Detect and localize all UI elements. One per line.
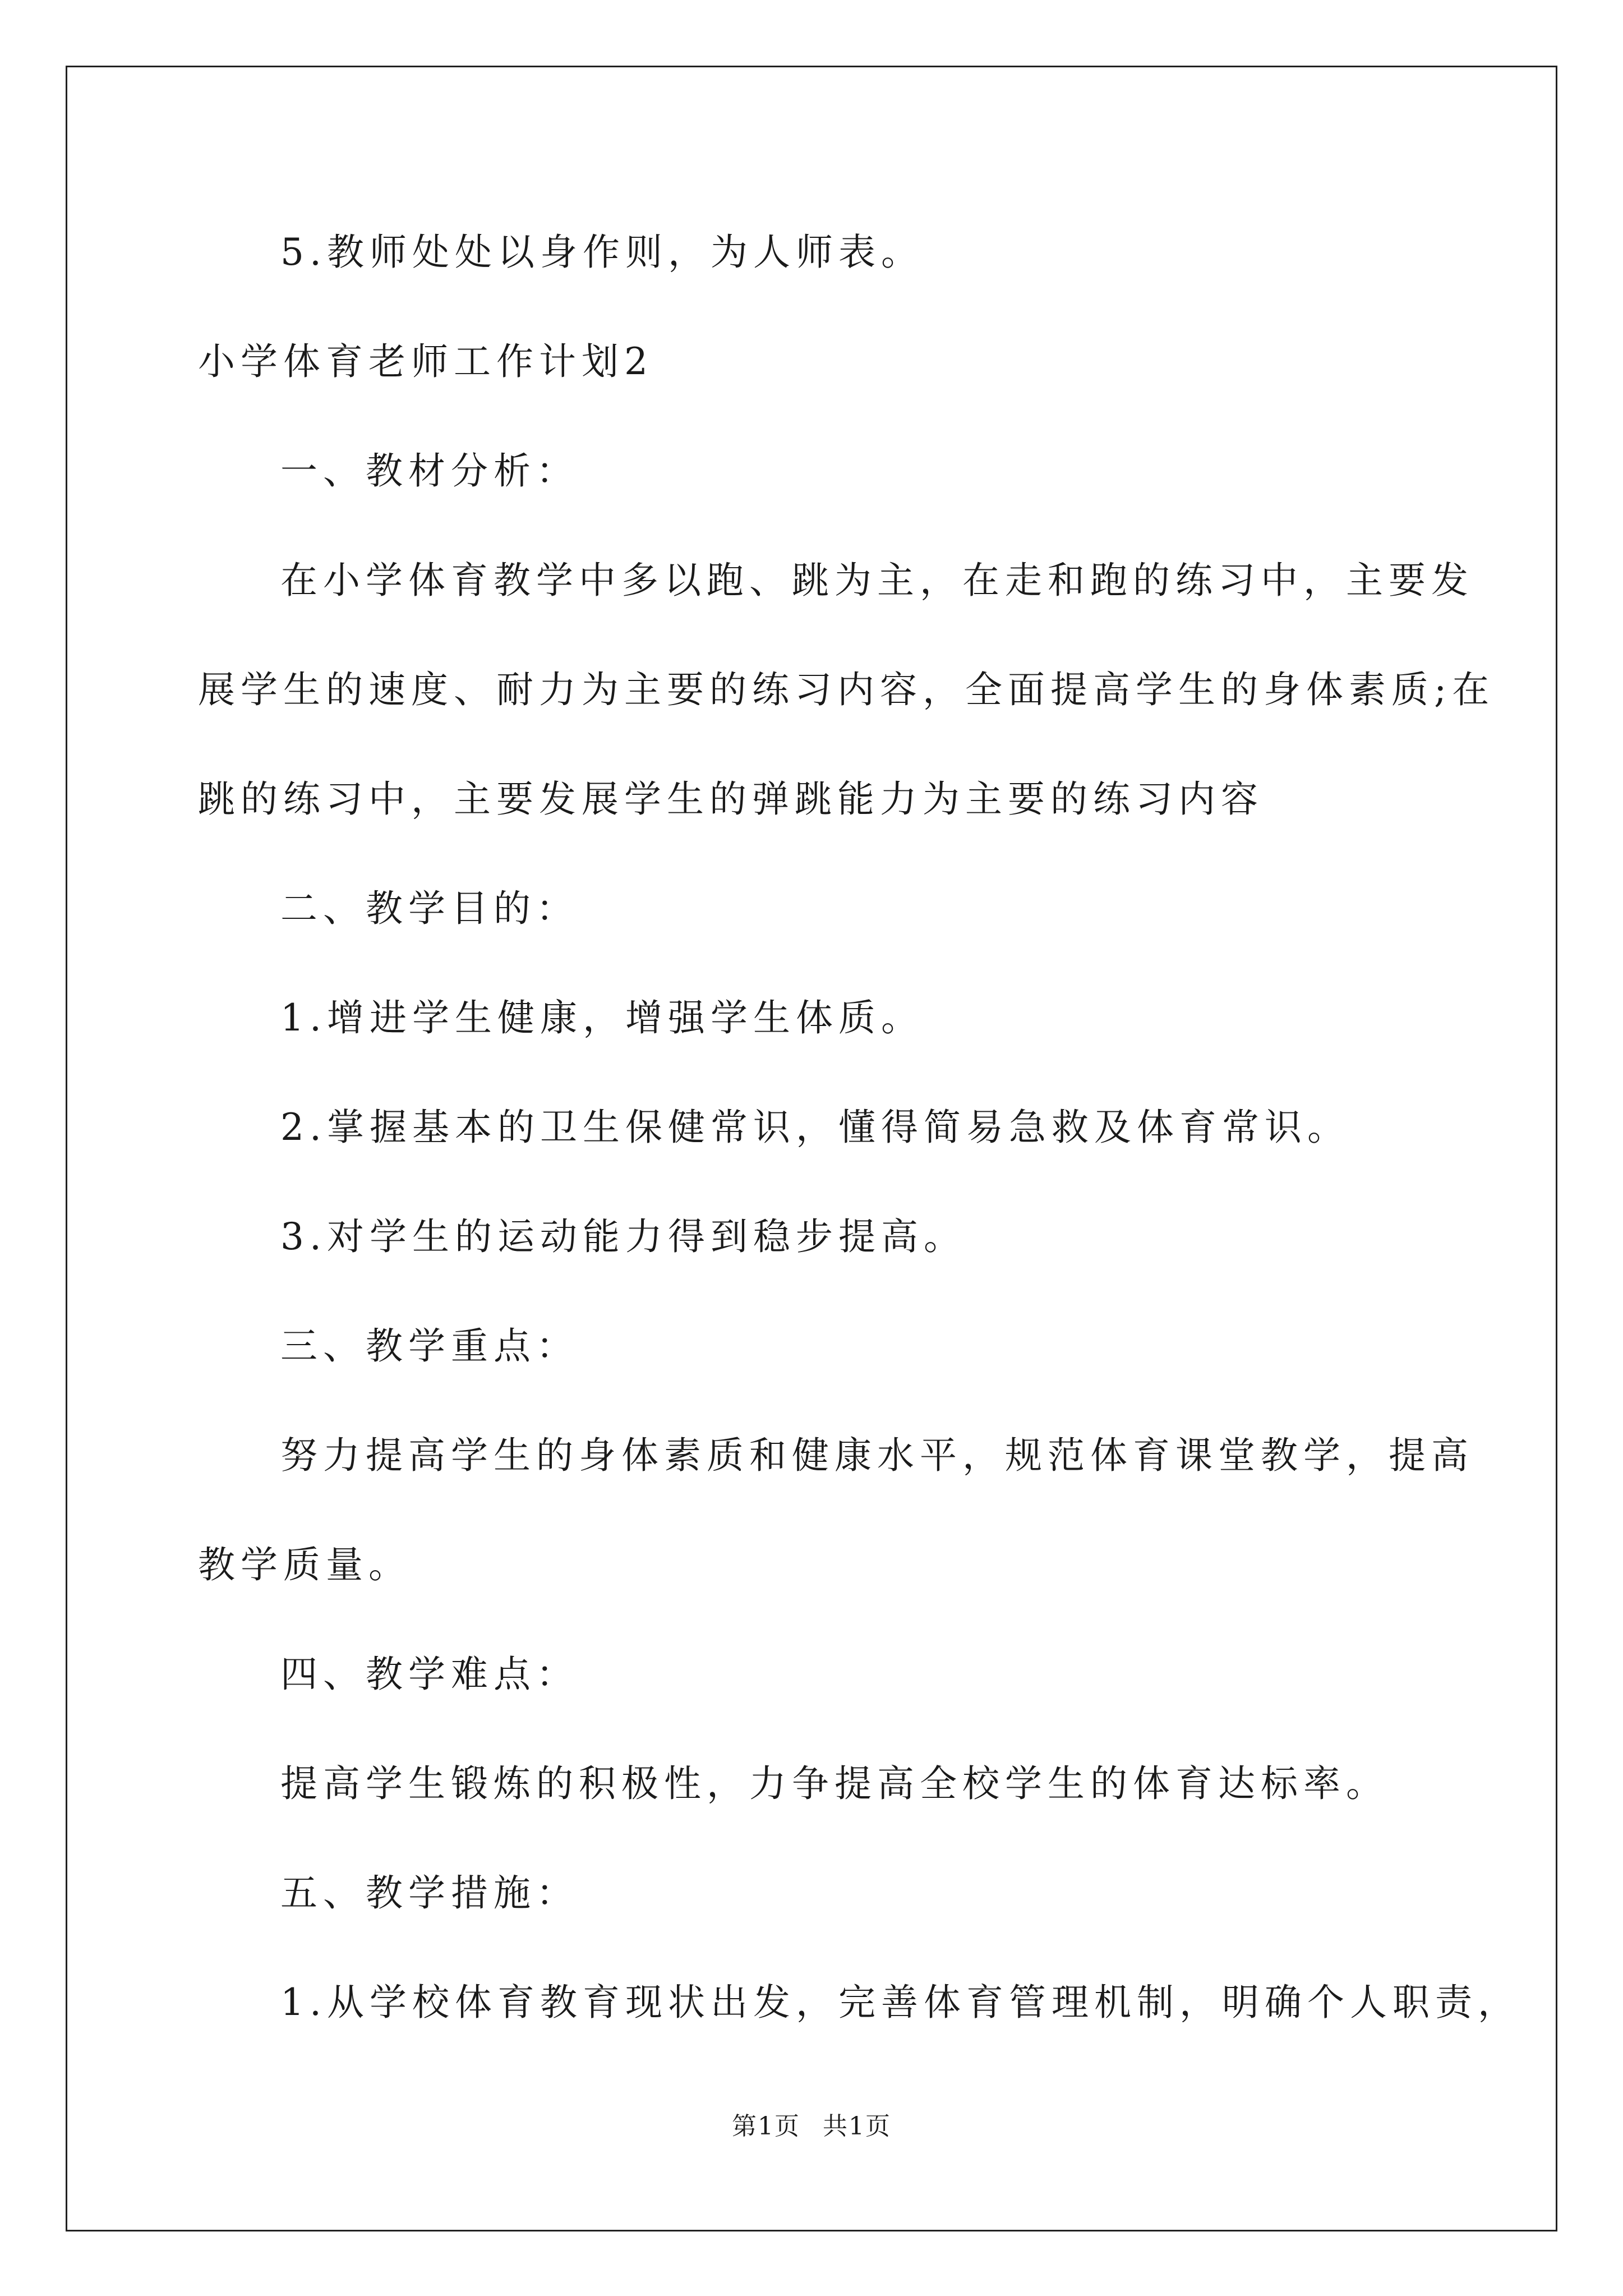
section-title: 小学体育老师工作计划2 bbox=[198, 340, 653, 383]
heading-teaching-difficulty: 四、教学难点： bbox=[280, 1653, 579, 1696]
heading-textbook-analysis: 一、教材分析： bbox=[280, 449, 579, 493]
page-number: 第1页 bbox=[732, 2112, 800, 2141]
paragraph-line: 在小学体育教学中多以跑、跳为主，在走和跑的练习中，主要发 bbox=[280, 559, 1474, 602]
list-item: 3.对学生的运动能力得到稳步提高。 bbox=[280, 1215, 966, 1258]
heading-teaching-focus: 三、教学重点： bbox=[280, 1324, 579, 1368]
list-item: 1.增进学生健康，增强学生体质。 bbox=[280, 996, 924, 1039]
paragraph-line: 展学生的速度、耐力为主要的练习内容，全面提高学生的身体素质;在 bbox=[198, 668, 1495, 711]
paragraph-line: 教学质量。 bbox=[198, 1543, 411, 1586]
page-total: 共1页 bbox=[823, 2112, 891, 2141]
list-item: 2.掌握基本的卫生保健常识，懂得简易急救及体育常识。 bbox=[280, 1106, 1350, 1149]
paragraph-line: 跳的练习中，主要发展学生的弹跳能力为主要的练习内容 bbox=[198, 777, 1264, 821]
item-5-text: 5.教师处处以身作则，为人师表。 bbox=[280, 231, 924, 274]
paragraph-line: 提高学生锻炼的积极性，力争提高全校学生的体育达标率。 bbox=[280, 1762, 1389, 1805]
list-item: 1.从学校体育教育现状出发，完善体育管理机制，明确个人职责， bbox=[280, 1981, 1520, 2024]
heading-teaching-measures: 五、教学措施： bbox=[280, 1871, 579, 1915]
page-footer bbox=[0, 2113, 1623, 2141]
heading-teaching-goals: 二、教学目的： bbox=[280, 887, 579, 930]
paragraph-line: 努力提高学生的身体素质和健康水平，规范体育课堂教学，提高 bbox=[280, 1434, 1474, 1477]
